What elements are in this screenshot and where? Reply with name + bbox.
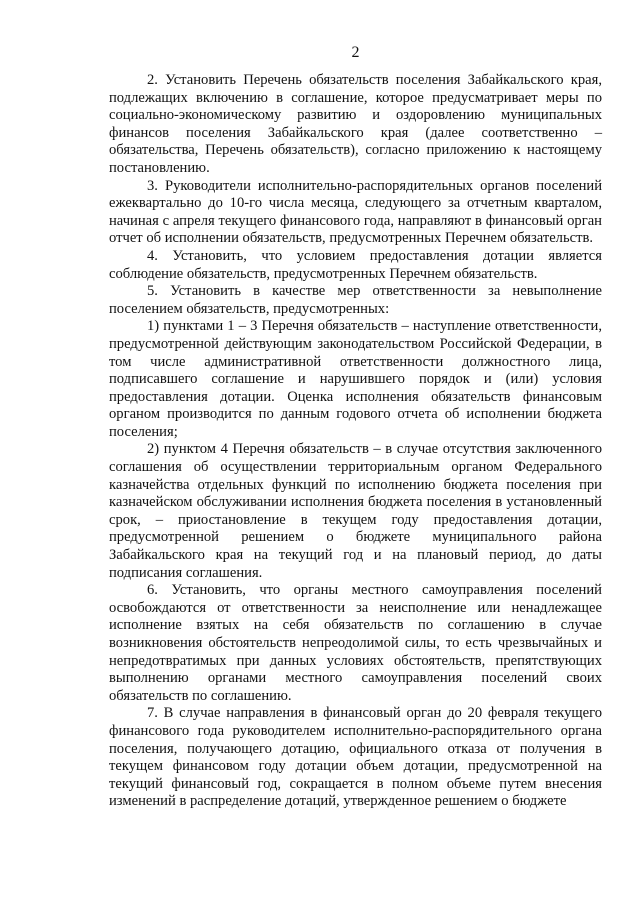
paragraph-4: 4. Установить, что условием предоставления дотации является соблюдение обязательств, предусмотренных Перечнем обязательств. [109, 247, 602, 282]
paragraph-6: 6. Установить, что органы местного самоуправления поселений освобождаются от ответственности за неисполнение или ненадлежащее исполнение взятых на себя обязательств по соглашению в случае возникновения обстоятельств непреодолимой силы, то есть чрезвычайных и непредотвратимых при данных условиях обстоятельств, препятствующих выполнению органами местного самоуправления поселений своих обязательств по соглашению. [109, 582, 602, 704]
paragraph-2: 2. Установить Перечень обязательств поселения Забайкальского края, подлежащих включению в соглашение, которое предусматривает меры по социально-экономическому развитию и оздоровлению муниципальных финансов поселения Забайкальского края (далее соответственно – обязательства, Перечень обязательств), согласно приложению к настоящему постановлению. [109, 72, 602, 176]
paragraph-3: 3. Руководители исполнительно-распорядительных органов поселений ежеквартально до 10-го числа месяца, следующего за отчетным кварталом, начиная с апреля текущего финансового года, направляют в финансовый орган отчет об исполнении обязательств, предусмотренных Перечнем обязательств. [109, 177, 602, 247]
paragraph-5-2: 2) пунктом 4 Перечня обязательств – в случае отсутствия заключенного соглашения об осуществлении территориальным органом Федерального казначейства отдельных функций по исполнению бюджета поселения при казначейском обслуживании исполнения бюджета поселения в установленный срок, – приостановление в текущем году предоставления дотации, предусмотренной решением о бюджете муниципального района Забайкальского края на текущий год и на плановый период, до даты подписания соглашения. [109, 441, 602, 581]
paragraph-5-1: 1) пунктами 1 – 3 Перечня обязательств – наступление ответственности, предусмотренной действующим законодательством Российской Федерации, в том числе административной ответственности должностного лица, подписавшего соглашение и нарушившего порядок и (или) условия предоставления дотации. Оценка исполнения обязательств финансовым органом производится по данным годового отчета об исполнении бюджета поселения; [109, 318, 602, 440]
document-body [109, 72, 602, 811]
paragraph-5: 5. Установить в качестве мер ответственности за невыполнение поселением обязательств, предусмотренных: [109, 283, 602, 317]
paragraph-7: 7. В случае направления в финансовый орган до 20 февраля текущего финансового года руководителем исполнительно-распорядительного органа поселения, получающего дотацию, официального отказа от получения в текущем финансовом году дотации объем дотации, предусмотренной на текущий финансовый год, сокращается в полном объеме путем внесения изменений в распределение дотаций, утвержденное решением о бюджете [109, 705, 602, 810]
page-number: 2 [351, 44, 360, 61]
